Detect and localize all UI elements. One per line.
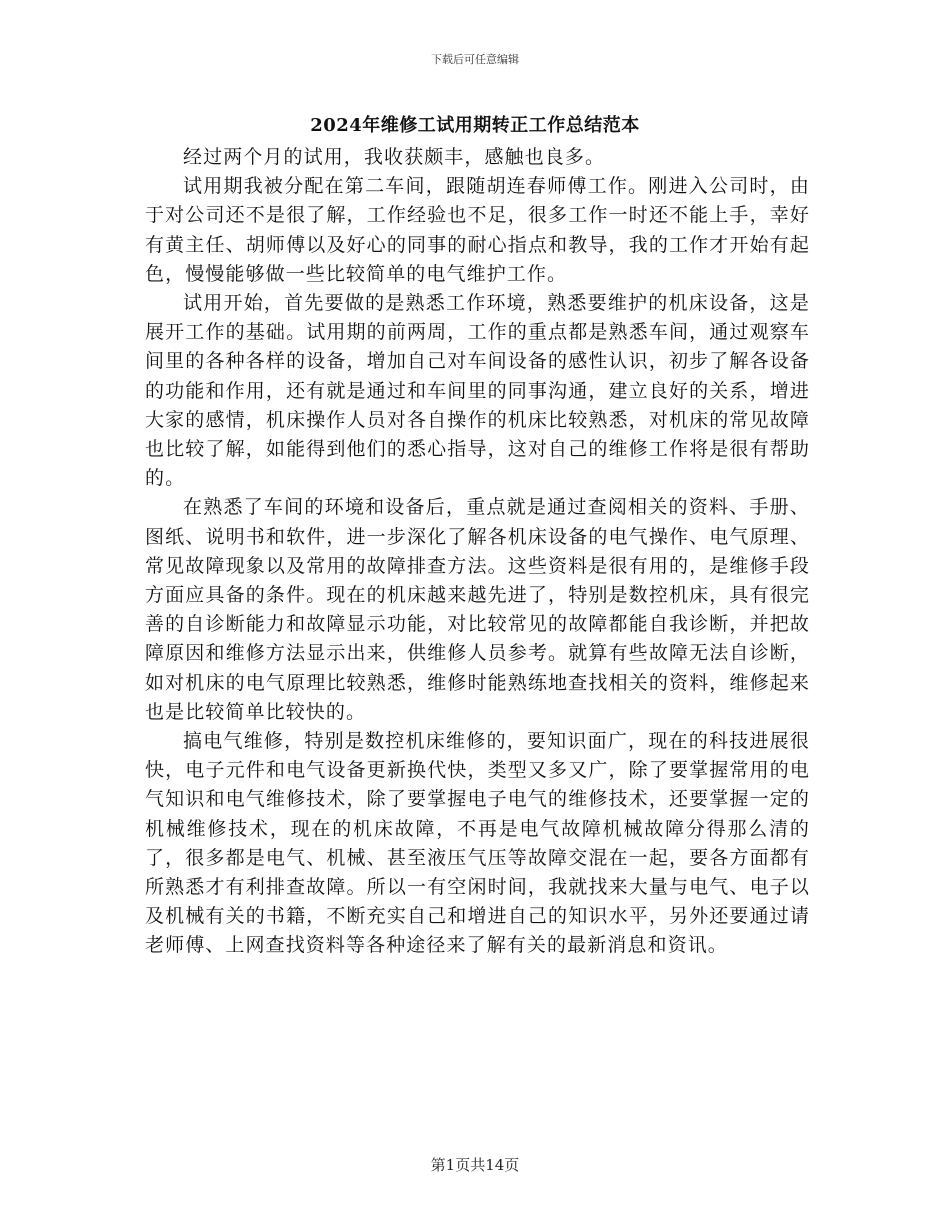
paragraph: 经过两个月的试用，我收获颇丰，感触也良多。 — [183, 146, 606, 168]
document-body — [145, 143, 810, 961]
paragraph: 在熟悉了车间的环境和设备后，重点就是通过查阅相关的资料、手册、图纸、说明书和软件，进一步深化了解各机床设备的电气操作、电气原理、常见故障现象以及常用的故障排查方法。这些资料是很有用的，是维修手段方面应具备的条件。现在的机床越来越先进了，特别是数控机床，具有很完善的自诊断能力和故障显示功能，对比较常见的故障都能自我诊断，并把故障原因和维修方法显示出来，供维修人员参考。就算有些故障无法自诊断，如对机床的电气原理比较熟悉，维修时能熟练地查找相关的资料，维修起来也是比较简单比较快的。 — [145, 496, 810, 723]
header-note: 下载后可任意编辑 — [431, 53, 519, 66]
document-title: 2024年维修工试用期转正工作总结范本 — [310, 115, 640, 136]
paragraph: 搞电气维修，特别是数控机床维修的，要知识面广，现在的科技进展很快，电子元件和电气设备更新换代快，类型又多又广，除了要掌握常用的电气知识和电气维修技术，除了要掌握电子电气的维修技术，还要掌握一定的机械维修技术，现在的机床故障，不再是电气故障机械故障分得那么清的了，很多都是电气、机械、甚至液压气压等故障交混在一起，要各方面都有所熟悉才有利排查故障。所以一有空闲时间，我就找来大量与电气、电子以及机械有关的书籍，不断充实自己和增进自己的知识水平，另外还要通过请老师傅、上网查找资料等各种途径来了解有关的最新消息和资讯。 — [145, 730, 810, 957]
paragraph: 试用开始，首先要做的是熟悉工作环境，熟悉要维护的机床设备，这是展开工作的基础。试用期的前两周，工作的重点都是熟悉车间，通过观察车间里的各种各样的设备，增加自己对车间设备的感性认识，初步了解各设备的功能和作用，还有就是通过和车间里的同事沟通，建立良好的关系，增进大家的感情，机床操作人员对各自操作的机床比较熟悉，对机床的常见故障也比较了解，如能得到他们的悉心指导，这对自己的维修工作将是很有帮助的。 — [145, 292, 810, 490]
paragraph: 试用期我被分配在第二车间，跟随胡连春师傅工作。刚进入公司时，由于对公司还不是很了解，工作经验也不足，很多工作一时还不能上手，幸好有黄主任、胡师傅以及好心的同事的耐心指点和教导，我的工作才开始有起色，慢慢能够做一些比较简单的电气维护工作。 — [145, 175, 810, 285]
page-number-footer: 第1页共14页 — [430, 1156, 520, 1174]
